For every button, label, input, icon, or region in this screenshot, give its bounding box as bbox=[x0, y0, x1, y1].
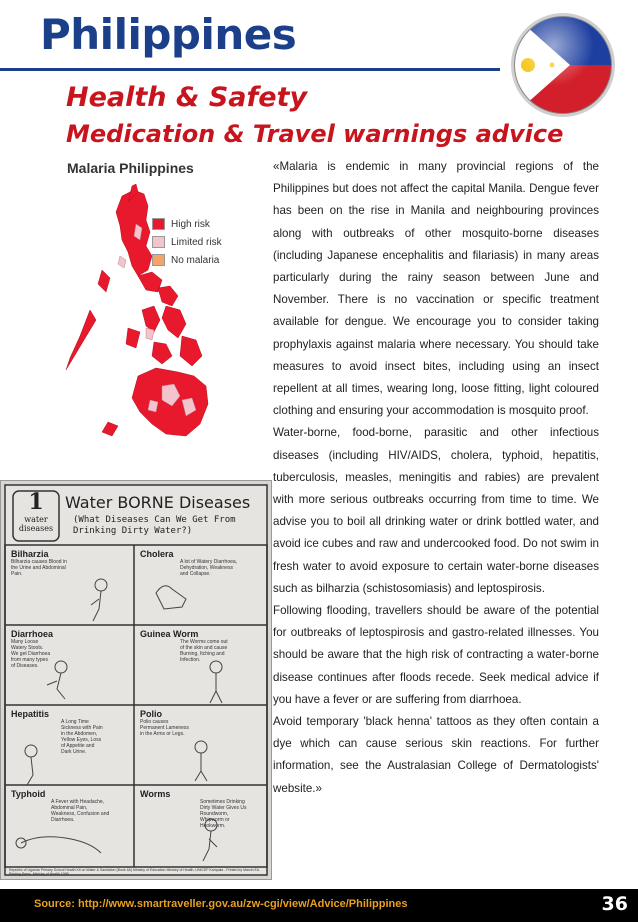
section-heading: Medication & Travel warnings advice bbox=[66, 120, 564, 148]
disease-name: Guinea Worm bbox=[140, 629, 199, 639]
disease-desc: Many Loose Watery Stools. We get Diarrhoea from many types of Diseases. bbox=[11, 639, 51, 669]
disease-name: Diarrhoea bbox=[11, 629, 54, 639]
paragraph-malaria: «Malaria is endemic in many provincial regions of the Philippines but does not affect the capital Manila. Dengue fever has been on the rise in Manila and neighbouring provinces along with outbreaks of other mosquito-borne diseases (including Japanese encephalitis and filariasis) in many areas particularly during the rainy season between June and November. There is no vaccination or specific treatment available for dengue. We encourage you to consider taking prophylaxis against malaria where necessary. You should take measures to avoid insect bites, including using an insect repellent at all times, wearing long, loose fitting, light coloured clothing and ensuring your accommodation is mosquito proof. bbox=[273, 160, 599, 418]
malaria-map bbox=[62, 160, 267, 480]
page-number: 36 bbox=[601, 893, 628, 915]
poster-cell-cholera bbox=[140, 549, 260, 577]
disease-name: Bilharzia bbox=[11, 549, 49, 559]
swatch-icon bbox=[152, 236, 165, 248]
swatch-icon bbox=[152, 218, 165, 230]
poster-cell-polio bbox=[140, 709, 260, 737]
poster-cell-guinea-worm bbox=[140, 629, 260, 663]
poster-cell-diarrhoea bbox=[11, 629, 129, 669]
poster-subheading: (What Diseases Can We Get From Drinking Dirty Water?) bbox=[73, 515, 236, 536]
paragraph-flooding: Following flooding, travellers should be aware of the potential for outbreaks of leptospirosis and gastro-related illnesses. You should be aware that the high risk of contracting a water-borne disease continues after floods recede. Seek medical advice if you have a fever or are suffering from diarrhoea. bbox=[273, 604, 599, 706]
legend-label: No malaria bbox=[171, 254, 220, 266]
disease-name: Polio bbox=[140, 709, 162, 719]
water-borne-diseases-poster bbox=[0, 480, 272, 880]
section-subtitle: Health & Safety bbox=[66, 82, 308, 113]
page-title: Philippines bbox=[40, 10, 297, 59]
poster-number-caption: water diseases bbox=[18, 515, 54, 533]
poster-cell-bilharzia bbox=[11, 549, 129, 577]
poster-cell-hepatitis bbox=[11, 709, 129, 755]
disease-name: Typhoid bbox=[11, 789, 46, 799]
paragraph-henna: Avoid temporary 'black henna' tattoos as they often contain a dye which can cause serious skin reactions. For further information, see the Australasian College of Dermatologists' website.» bbox=[273, 715, 599, 795]
legend-item-limited-risk bbox=[152, 236, 222, 248]
map-legend bbox=[152, 218, 222, 272]
poster-cell-typhoid bbox=[11, 789, 129, 823]
legend-label: High risk bbox=[171, 218, 210, 230]
disease-desc: Sometimes Drinking Dirty Water Gives Us Roundworm, Whipworm or Hookworm. bbox=[200, 799, 247, 829]
philippines-map-icon bbox=[62, 160, 267, 480]
title-rule bbox=[0, 68, 500, 71]
disease-desc: A Long Time Sickness with Pain in the Abdomen, Yellow Eyes, Loss of Appetite and Dark Urine. bbox=[61, 719, 103, 755]
poster-number: 1 bbox=[28, 489, 44, 515]
poster-credit: Republic of Uganda Primary School Health Kit on Water & Sanitation (Book 4A) Ministry of Education Ministry of Health, UNICEF Kampala - Printed by Marvin EA Printing Press, Ministry of Health 1998 bbox=[9, 868, 260, 876]
advice-text bbox=[273, 156, 599, 800]
disease-name: Cholera bbox=[140, 549, 174, 559]
disease-desc: Polio causes Permanent Lameness in the Arms or Legs. bbox=[140, 719, 189, 737]
poster-cell-worms bbox=[140, 789, 260, 829]
disease-name: Hepatitis bbox=[11, 709, 50, 719]
disease-name: Worms bbox=[140, 789, 171, 799]
poster-heading: Water BORNE Diseases bbox=[65, 493, 251, 512]
legend-item-high-risk bbox=[152, 218, 222, 230]
philippines-flag-badge-icon bbox=[508, 10, 618, 120]
disease-desc: Bilharzia causes Blood in the Urine and Abdominal Pain. bbox=[11, 559, 67, 577]
swatch-icon bbox=[152, 254, 165, 266]
source-link[interactable]: Source: http://www.smartraveller.gov.au/zw-cgi/view/Advice/Philippines bbox=[34, 898, 408, 910]
disease-desc: A lot of Watery Diarrhoea, Dehydration, Weakness and Collapse. bbox=[180, 559, 238, 577]
legend-item-no-malaria bbox=[152, 254, 222, 266]
legend-label: Limited risk bbox=[171, 236, 222, 248]
disease-desc: A Fever with Headache, Abdominal Pain, Weakness, Confusion and Diarrhoea. bbox=[51, 799, 110, 823]
disease-desc: The Worms come out of the skin and cause Burning, Itching and Infection. bbox=[180, 639, 228, 663]
map-title: Malaria Philippines bbox=[67, 160, 194, 176]
paragraph-waterborne: Water-borne, food-borne, parasitic and other infectious diseases (including HIV/AIDS, cholera, typhoid, hepatitis, tuberculosis, measles, meningitis and rabies) are prevalent with more serious outbreaks occurring from time to time. We advise you to boil all drinking water or drink bottled water, and avoid ice cubes and raw and undercooked food. Do not swim in fresh water to avoid exposure to certain water-borne diseases such as bilharzia (schistosomiasis) and leptospirosis. bbox=[273, 426, 599, 595]
